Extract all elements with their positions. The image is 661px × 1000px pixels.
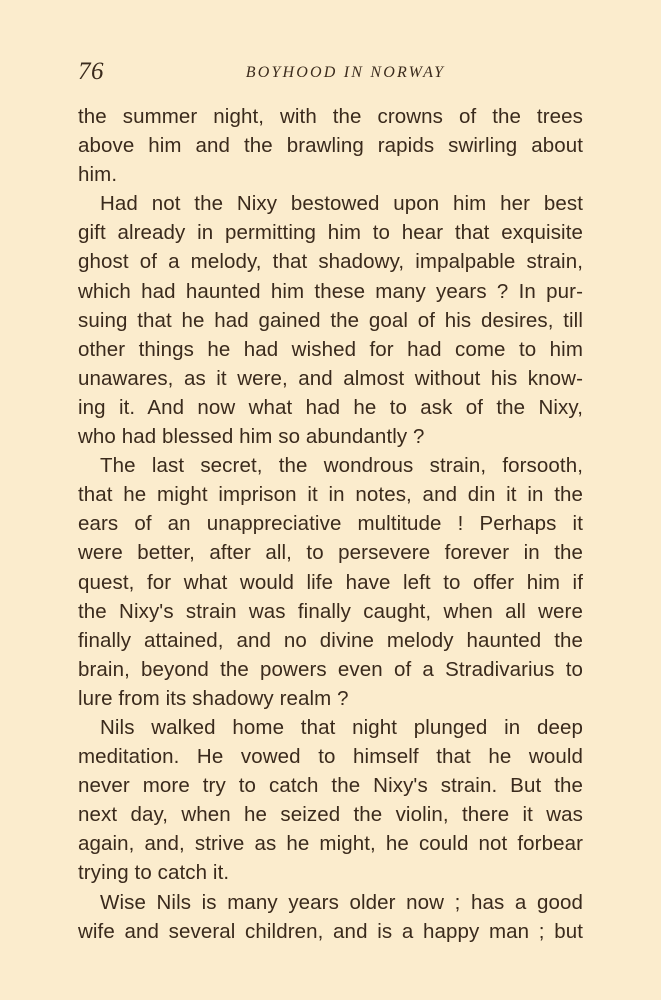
text-line: him.	[78, 163, 118, 187]
text-line: Wise Nils is many years older now ; has a good	[100, 890, 583, 914]
running-title: BOYHOOD IN NORWAY	[245, 64, 446, 81]
text-line: the Nixy's strain was finally caught, when all were	[78, 599, 583, 623]
text-line: quest, for what would life have left to offer him if	[78, 570, 583, 594]
text-line: brain, beyond the powers even of a Stradivarius to	[78, 657, 583, 681]
text-line: unawares, as it were, and almost without his know-	[78, 366, 583, 390]
body-text	[78, 102, 583, 946]
text-line: trying to catch it.	[78, 861, 230, 885]
text-line: finally attained, and no divine melody haunted the	[78, 628, 583, 652]
text-line: The last secret, the wondrous strain, forsooth,	[100, 454, 583, 478]
text-line: Had not the Nixy bestowed upon him her best	[100, 192, 583, 216]
text-line: other things he had wished for had come to him	[78, 337, 583, 361]
text-line: again, and, strive as he might, he could not forbear	[78, 832, 583, 856]
text-line: meditation. He vowed to himself that he would	[78, 745, 583, 769]
text-line: wife and several children, and is a happy man ; but	[78, 919, 583, 943]
text-line: Nils walked home that night plunged in deep	[100, 715, 583, 739]
text-line: ing it. And now what had he to ask of the Nixy,	[78, 395, 583, 419]
text-line: suing that he had gained the goal of his desires, till	[78, 308, 583, 332]
text-line: next day, when he seized the violin, there it was	[78, 803, 583, 827]
text-line: ghost of a melody, that shadowy, impalpable strain,	[78, 250, 583, 274]
text-line: that he might imprison it in notes, and din it in the	[78, 483, 583, 507]
text-line: who had blessed him so abundantly ?	[78, 425, 425, 449]
text-line: gift already in permitting him to hear that exquisite	[78, 221, 583, 245]
page-number: 76	[78, 58, 104, 85]
text-line: never more try to catch the Nixy's strain. But the	[78, 774, 583, 798]
text-line: ears of an unappreciative multitude ! Perhaps it	[78, 512, 583, 536]
text-line: were better, after all, to persevere forever in the	[78, 541, 583, 565]
text-line: which had haunted him these many years ? In pur-	[78, 279, 583, 303]
running-head	[78, 58, 583, 90]
text-line: above him and the brawling rapids swirling about	[78, 134, 583, 158]
text-line: the summer night, with the crowns of the trees	[78, 105, 583, 128]
text-line: lure from its shadowy realm ?	[78, 686, 349, 710]
